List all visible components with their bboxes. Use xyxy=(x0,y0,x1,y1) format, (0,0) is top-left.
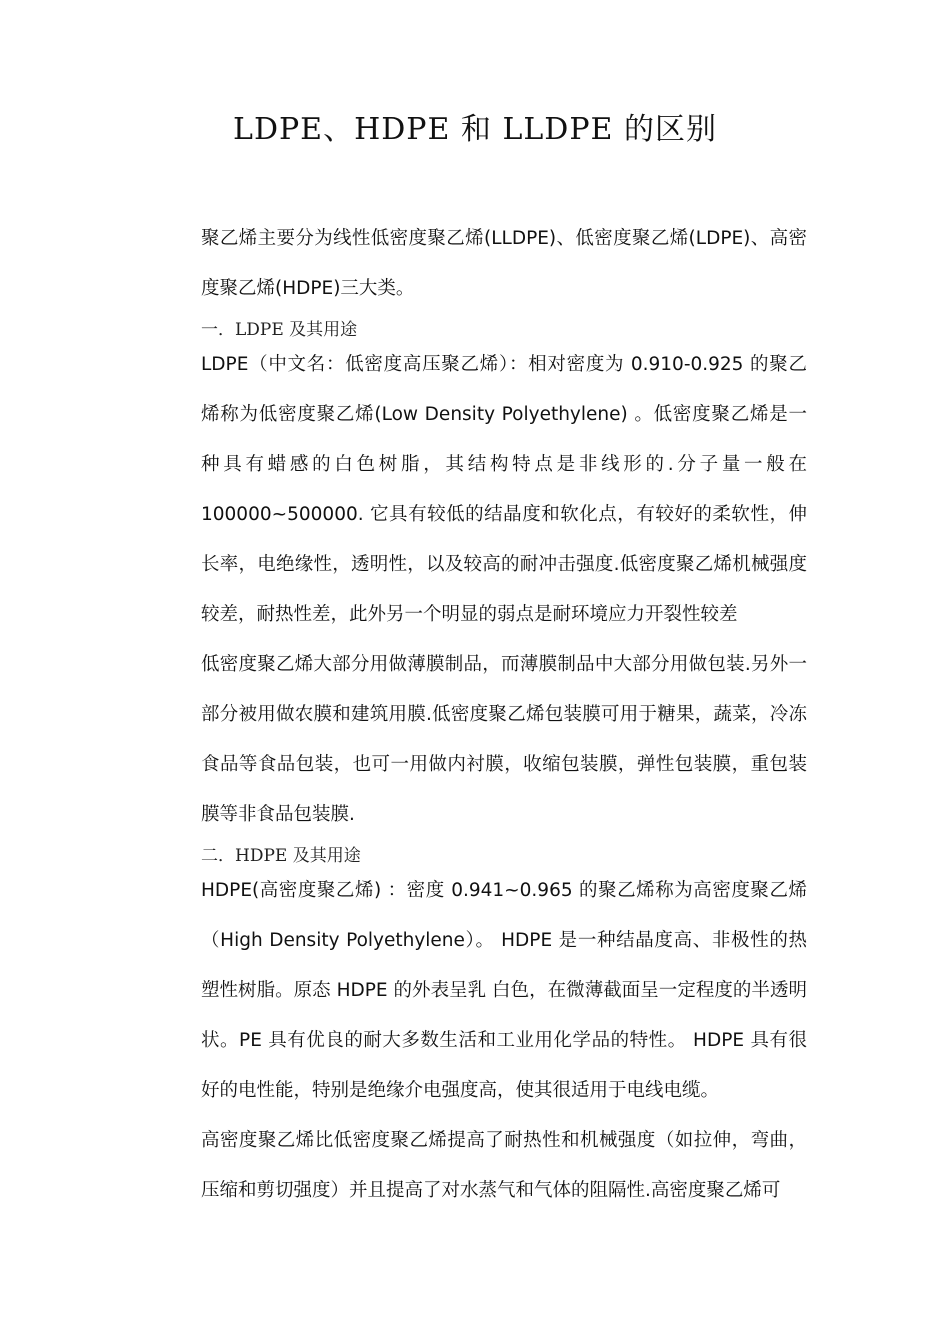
document-body xyxy=(201,214,807,1216)
ldpe-description-paragraph: LDPE（中文名：低密度高压聚乙烯）：相对密度为 0.910-0.925 的聚乙烯称为低密度聚乙烯(Low Density Polyethylene) 。低密度聚乙烯是一种具有蜡感的白色树脂，其结构特点是非线形的.分子量一般在 100000~500000. 它具有较低的结晶度和软化点，有较好的柔软性，伸长率，电绝缘性，透明性，以及较高的耐冲击强度.低密度聚乙烯机械强度较差，耐热性差，此外另一个明显的弱点是耐环境应力开裂性较差 xyxy=(201,354,807,625)
document-title: LDPE、HDPE 和 LLDPE 的区别 xyxy=(233,112,717,147)
ldpe-uses-paragraph: 低密度聚乙烯大部分用做薄膜制品，而薄膜制品中大部分用做包装.另外一部分被用做农膜和建筑用膜.低密度聚乙烯包装膜可用于糖果，蔬菜，冷冻食品等食品包装，也可一用做内衬膜，收缩包装膜，弹性包装膜，重包装膜等非食品包装膜. xyxy=(201,654,807,825)
intro-paragraph: 聚乙烯主要分为线性低密度聚乙烯(LLDPE)、低密度聚乙烯(LDPE)、高密度聚乙烯(HDPE)三大类。 xyxy=(201,228,807,299)
hdpe-properties-paragraph: 高密度聚乙烯比低密度聚乙烯提高了耐热性和机械强度（如拉伸，弯曲，压缩和剪切强度）并且提高了对水蒸气和气体的阻隔性.高密度聚乙烯可 xyxy=(201,1130,807,1201)
hdpe-description-paragraph: HDPE(高密度聚乙烯) ：密度 0.941~0.965 的聚乙烯称为高密度聚乙烯（High Density Polyethylene）。 HDPE 是一种结晶度高、非极性的热塑性树脂。原态 HDPE 的外表呈乳 白色，在微薄截面呈一定程度的半透明状。PE 具有优良的耐大多数生活和工业用化学品的特性。 HDPE 具有很好的电性能，特别是绝缘介电强度高，使其很适用于电线电缆。 xyxy=(201,880,807,1101)
section-heading-hdpe: 二．HDPE 及其用途 xyxy=(201,846,361,866)
section-heading-ldpe: 一．LDPE 及其用途 xyxy=(201,320,358,340)
